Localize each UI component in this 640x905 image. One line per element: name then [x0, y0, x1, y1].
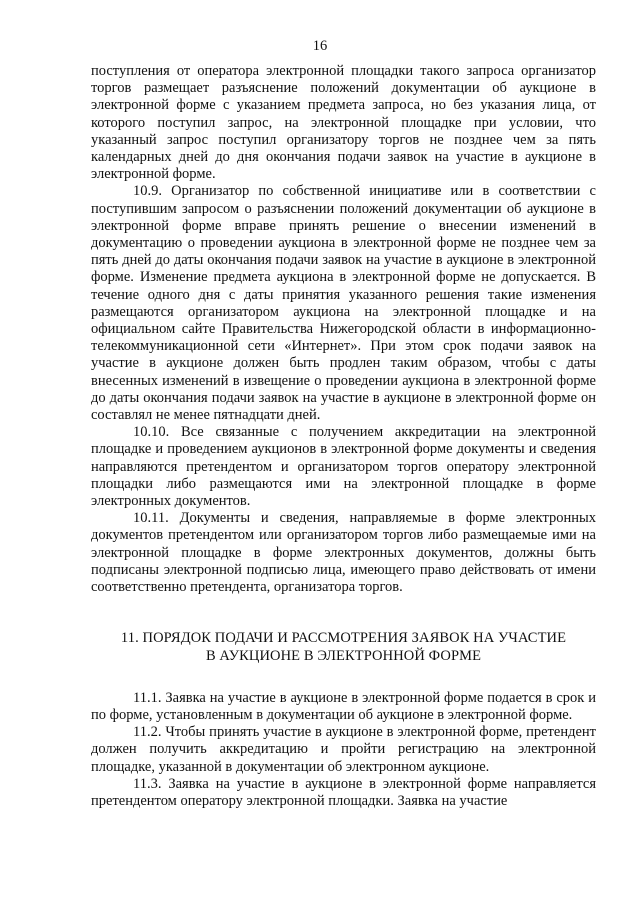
page-number: 16	[312, 38, 328, 54]
paragraph-10-8-continuation: поступления от оператора электронной площадки такого запроса организатор торгов размещает разъяснение положений документации об аукционе в электронной форме с указанием предмета запроса, но без указания лица, от которого поступил запрос, на электронной площадке при условии, что указанный запрос поступил организатору торгов не позднее чем за пять календарных дней до дня окончания подачи заявок на участие в аукционе в электронной форме.	[91, 63, 596, 183]
paragraph-10-10: 10.10. Все связанные с получением аккредитации на электронной площадке и проведением аукционов в электронной форме документы и сведения направляются претендентом и организатором торгов оператору электронной площадки либо размещаются ими на электронной площадке в форме электронных документов.	[91, 424, 596, 510]
section-heading	[91, 630, 596, 664]
paragraph-10-11: 10.11. Документы и сведения, направляемые в форме электронных документов претендентом или организатором торгов либо размещаемые ими на электронной площадке в форме электронных документов, должны быть подписаны электронной подписью лица, имеющего право действовать от имени соответственно претендента, организатора торгов.	[91, 510, 596, 596]
paragraph-11-2: 11.2. Чтобы принять участие в аукционе в электронной форме, претендент должен получить аккредитацию и пройти регистрацию на электронной площадке, указанной в документации об электронном аукционе.	[91, 724, 596, 775]
paragraph-11-3: 11.3. Заявка на участие в аукционе в электронной форме направляется претендентом оператору электронной площадки. Заявка на участие	[91, 775, 596, 809]
section-heading-line-2: В АУКЦИОНЕ В ЭЛЕКТРОННОЙ ФОРМЕ	[205, 647, 482, 664]
paragraph-10-9: 10.9. Организатор по собственной инициативе или в соответствии с поступившим запросом о разъяснении положений документации об аукционе в электронной форме вправе принять решение о внесении изменений в документацию о проведении аукциона в электронной форме не позднее чем за пять дней до даты окончания подачи заявок на участие в аукционе в электронной форме. Изменение предмета аукциона в электронной форме не допускается. В течение одного дня с даты принятия указанного решения такие изменения размещаются организатором аукциона на электронной площадке и на официальном сайте Правительства Нижегородской области в информационно-телекоммуникационной сети «Интернет». При этом срок подачи заявок на участие в аукционе должен быть продлен таким образом, чтобы с даты внесенных изменений в извещение о проведении аукциона в электронной форме до даты окончания подачи заявок на участие в аукционе в электронной форме он составлял не менее пятнадцати дней.	[91, 183, 596, 424]
section-heading-line-1: 11. ПОРЯДОК ПОДАЧИ И РАССМОТРЕНИЯ ЗАЯВОК НА УЧАСТИЕ	[120, 630, 567, 647]
paragraph-11-1: 11.1. Заявка на участие в аукционе в электронной форме подается в срок и по форме, установленным в документации об аукционе в электронной форме.	[91, 689, 596, 723]
document-body	[91, 63, 596, 810]
